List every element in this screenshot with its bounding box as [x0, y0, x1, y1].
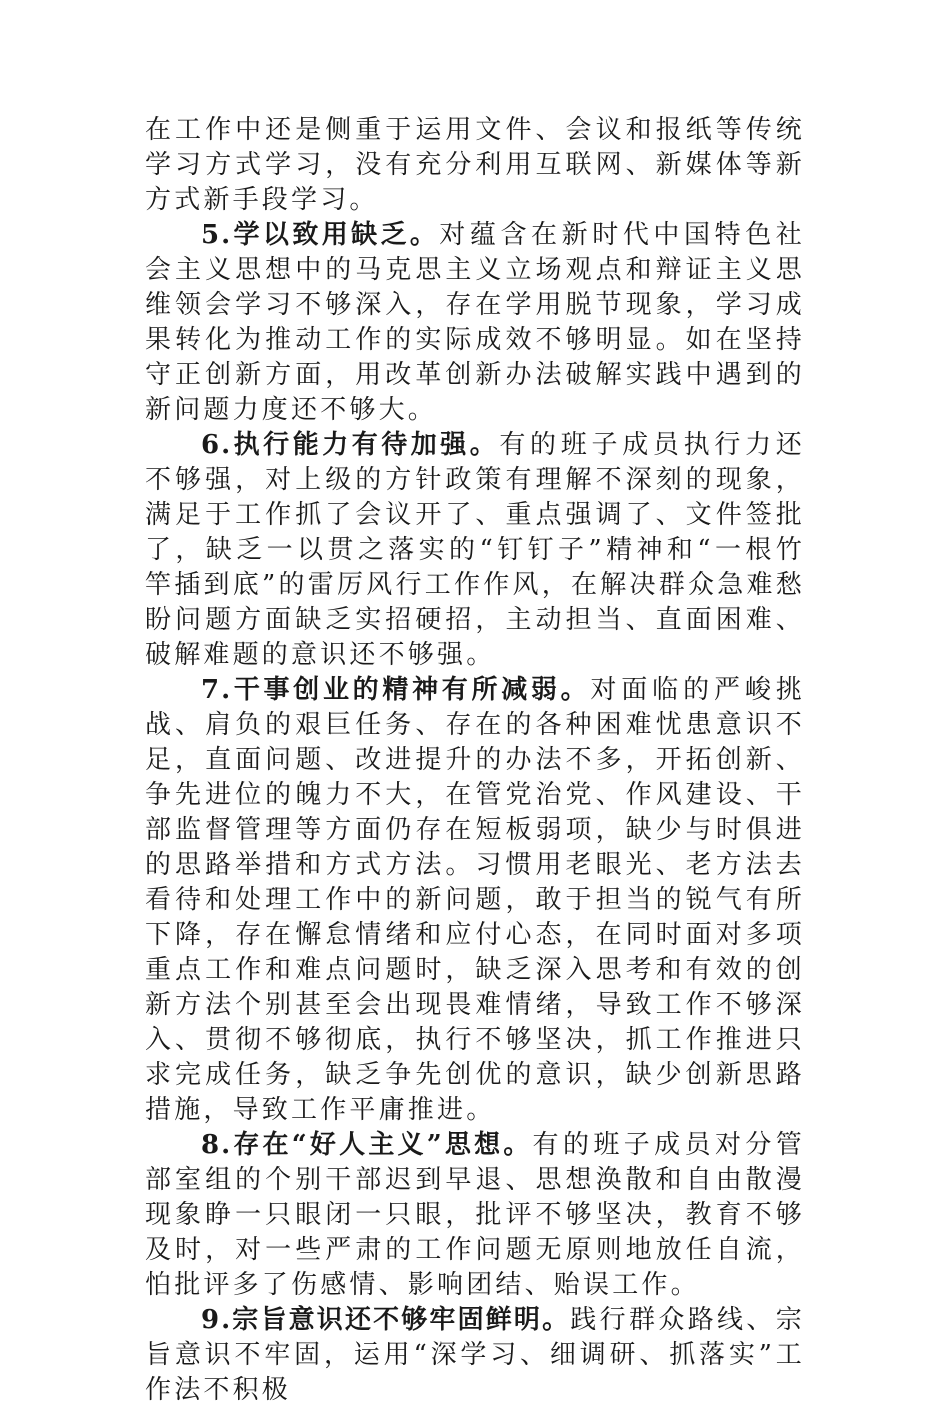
- paragraph-heading: 9.宗旨意识还不够牢固鲜明。: [201, 1305, 571, 1335]
- paragraph-item-8: [145, 1128, 805, 1303]
- paragraph-heading: 6.执行能力有待加强。: [201, 430, 500, 460]
- paragraph-continued: [145, 113, 805, 218]
- paragraph-item-6: [145, 428, 805, 673]
- paragraph-item-9: [145, 1303, 805, 1408]
- document-page: [145, 113, 805, 1408]
- paragraph-body: 有的班子成员执行力还不够强，对上级的方针政策有理解不深刻的现象，满足于工作抓了会议开了、重点强调了、文件签批了，缺乏一以贯之落实的“钉钉子”精神和“一根竹竿插到底”的雷厉风行工作作风，在解决群众急难愁盼问题方面缺乏实招硬招，主动担当、直面困难、破解难题的意识还不够强。: [145, 430, 805, 670]
- paragraph-body: 对面临的严峻挑战、肩负的艰巨任务、存在的各种困难忧患意识不足，直面问题、改进提升的办法不多，开拓创新、争先进位的魄力不大，在管党治党、作风建设、干部监督管理等方面仍存在短板弱项，缺少与时俱进的思路举措和方式方法。习惯用老眼光、老方法去看待和处理工作中的新问题，敢于担当的锐气有所下降，存在懈怠情绪和应付心态，在同时面对多项重点工作和难点问题时，缺乏深入思考和有效的创新方法个别甚至会出现畏难情绪，导致工作不够深入、贯彻不够彻底，执行不够坚决，抓工作推进只求完成任务，缺乏争先创优的意识，缺少创新思路措施，导致工作平庸推进。: [145, 675, 805, 1125]
- paragraph-body: 在工作中还是侧重于运用文件、会议和报纸等传统学习方式学习，没有充分利用互联网、新媒体等新方式新手段学习。: [145, 115, 805, 215]
- paragraph-body: 对蕴含在新时代中国特色社会主义思想中的马克思主义立场观点和辩证主义思维领会学习不够深入，存在学用脱节现象，学习成果转化为推动工作的实际成效不够明显。如在坚持守正创新方面，用改革创新办法破解实践中遇到的新问题力度还不够大。: [145, 220, 805, 425]
- paragraph-body: 有的班子成员对分管部室组的个别干部迟到早退、思想涣散和自由散漫现象睁一只眼闭一只眼，批评不够坚决，教育不够及时，对一些严肃的工作问题无原则地放任自流，怕批评多了伤感情、影响团结、贻误工作。: [145, 1130, 805, 1300]
- paragraph-item-7: [145, 673, 805, 1128]
- paragraph-body: 践行群众路线、宗旨意识不牢固，运用“深学习、细调研、抓落实”工作法不积极: [145, 1305, 805, 1405]
- paragraph-heading: 5.学以致用缺乏。: [201, 220, 440, 250]
- paragraph-heading: 7.干事创业的精神有所减弱。: [201, 675, 591, 705]
- paragraph-heading: 8.存在“好人主义”思想。: [201, 1130, 533, 1160]
- paragraph-item-5: [145, 218, 805, 428]
